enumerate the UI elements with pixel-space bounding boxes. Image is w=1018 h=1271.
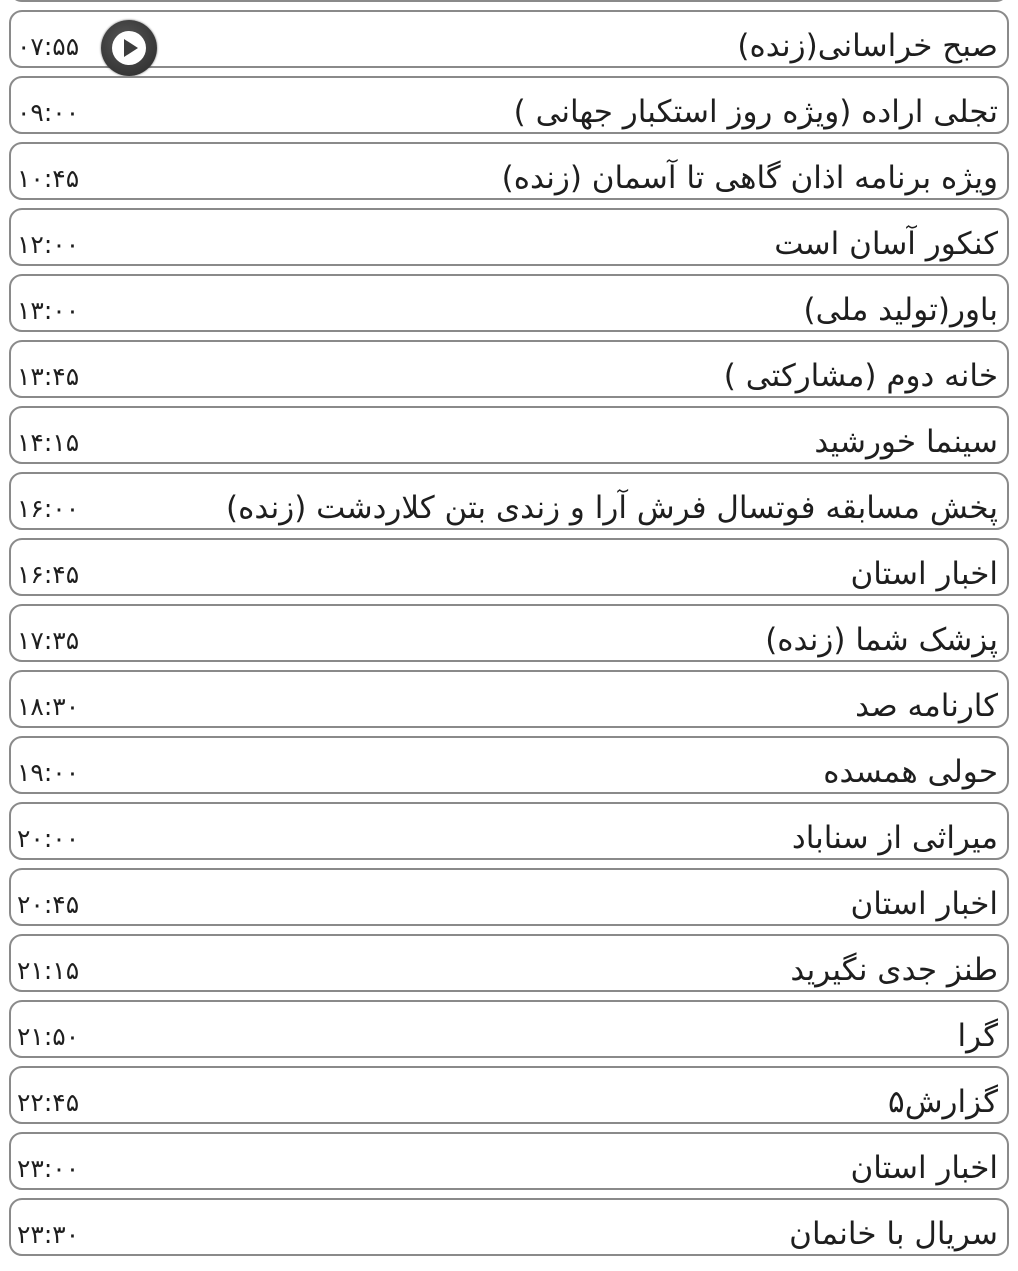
play-button[interactable]: [101, 20, 157, 76]
program-time: ۲۱:۱۵: [17, 956, 80, 985]
program-time: ۱۳:۰۰: [17, 296, 80, 325]
program-row[interactable]: [9, 0, 1009, 2]
program-row[interactable]: [9, 274, 1009, 332]
program-time: ۱۳:۴۵: [17, 362, 80, 391]
program-time: ۲۰:۴۵: [17, 890, 80, 919]
program-row[interactable]: [9, 802, 1009, 860]
program-row[interactable]: [9, 340, 1009, 398]
program-row[interactable]: [9, 142, 1009, 200]
program-time: ۱۹:۰۰: [17, 758, 80, 787]
program-time: ۱۶:۰۰: [17, 494, 80, 523]
program-time: ۱۶:۴۵: [17, 560, 80, 589]
program-title: حولی همسده: [823, 754, 998, 790]
program-row[interactable]: [9, 736, 1009, 794]
program-title: سریال با خانمان: [789, 1216, 998, 1252]
program-time: ۰۹:۰۰: [17, 98, 80, 127]
program-title: میراثی از سناباد: [791, 820, 998, 856]
play-icon: [101, 20, 157, 76]
program-time: ۱۲:۰۰: [17, 230, 80, 259]
program-title: کنکور آسان است: [774, 226, 998, 262]
program-row[interactable]: [9, 670, 1009, 728]
program-time: ۱۰:۴۵: [17, 164, 80, 193]
program-title: گزارش۵: [888, 1084, 998, 1120]
program-time: ۱۸:۳۰: [17, 692, 80, 721]
program-title: صبح خراسانی(زنده): [737, 28, 998, 64]
program-row[interactable]: [9, 604, 1009, 662]
program-row[interactable]: [9, 208, 1009, 266]
program-title: طنز جدی نگیرید: [790, 952, 998, 988]
program-row[interactable]: [9, 406, 1009, 464]
program-title: تجلی اراده (ویژه روز استکبار جهانی ): [513, 94, 998, 130]
program-title: اخبار استان: [850, 886, 998, 922]
program-row[interactable]: [9, 934, 1009, 992]
program-time: ۱۷:۳۵: [17, 626, 80, 655]
program-title: خانه دوم (مشارکتی ): [723, 358, 998, 394]
program-time: ۲۳:۰۰: [17, 1154, 80, 1183]
program-title: سینما خورشید: [814, 424, 998, 460]
program-time: ۲۲:۴۵: [17, 1088, 80, 1117]
program-title: ویژه برنامه اذان گاهی تا آسمان (زنده): [501, 160, 998, 196]
program-time: ۰۷:۵۵: [17, 32, 80, 61]
program-row[interactable]: [9, 472, 1009, 530]
program-title: کارنامه صد: [855, 688, 998, 724]
program-row[interactable]: [9, 868, 1009, 926]
program-row[interactable]: [9, 76, 1009, 134]
program-time: ۲۰:۰۰: [17, 824, 80, 853]
program-row-now-playing[interactable]: [9, 10, 1009, 68]
program-row[interactable]: [9, 1000, 1009, 1058]
program-title: اخبار استان: [850, 556, 998, 592]
program-time: ۲۳:۳۰: [17, 1220, 80, 1249]
program-title: اخبار استان: [850, 1150, 998, 1186]
program-row[interactable]: [9, 538, 1009, 596]
program-title: پزشک شما (زنده): [765, 622, 998, 658]
program-title: باور(تولید ملی): [803, 292, 998, 328]
program-row[interactable]: [9, 1066, 1009, 1124]
program-title: گرا: [957, 1018, 998, 1054]
program-title: پخش مسابقه فوتسال فرش آرا و زندی بتن کلاردشت (زنده): [226, 490, 998, 526]
program-time: ۲۱:۵۰: [17, 1022, 80, 1051]
program-time: ۱۴:۱۵: [17, 428, 80, 457]
program-row[interactable]: [9, 1132, 1009, 1190]
program-row[interactable]: [9, 1198, 1009, 1256]
